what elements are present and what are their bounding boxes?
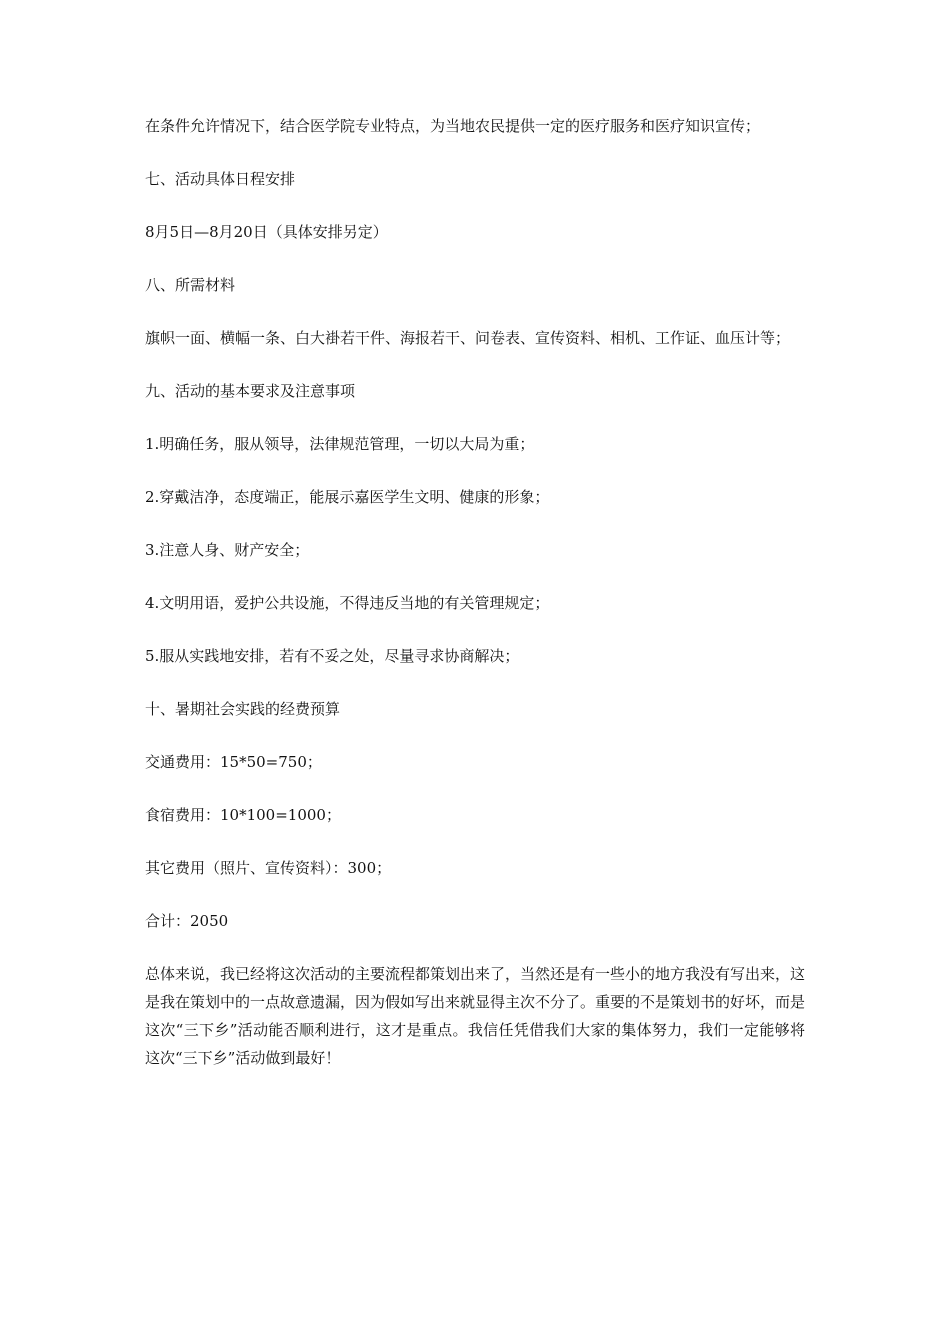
budget-lodging: 食宿费用：10*100=1000； (145, 806, 341, 824)
paragraph-medical-service: 在条件允许情况下，结合医学院专业特点，为当地农民提供一定的医疗服务和医疗知识宣传； (145, 117, 761, 135)
requirement-item-3: 3.注意人身、财产安全； (145, 541, 310, 559)
paragraph-conclusion: 总体来说，我已经将这次活动的主要流程都策划出来了，当然还是有一些小的地方我没有写出来，这是我在策划中的一点故意遗漏，因为假如写出来就显得主次不分了。重要的不是策划书的好坏，而是这次“三下乡”活动能否顺利进行，这才是重点。我信任凭借我们大家的集体努力，我们一定能够将这次“三下乡”活动做到最好！ (145, 965, 806, 1067)
budget-total: 合计：2050 (145, 912, 229, 930)
budget-other: 其它费用（照片、宣传资料）：300； (145, 859, 392, 877)
requirement-item-5: 5.服从实践地安排，若有不妥之处，尽量寻求协商解决； (145, 647, 520, 665)
requirement-item-2: 2.穿戴洁净，态度端正，能展示嘉医学生文明、健康的形象； (145, 488, 550, 506)
heading-schedule: 七、活动具体日程安排 (145, 170, 296, 188)
requirement-item-1: 1.明确任务，服从领导，法律规范管理，一切以大局为重； (145, 435, 535, 453)
requirement-item-4: 4.文明用语，爱护公共设施，不得违反当地的有关管理规定； (145, 594, 550, 612)
budget-transport: 交通费用：15*50=750； (145, 753, 322, 771)
heading-budget: 十、暑期社会实践的经费预算 (145, 700, 341, 718)
heading-materials: 八、所需材料 (145, 276, 236, 294)
paragraph-materials-list: 旗帜一面、横幅一条、白大褂若干件、海报若干、问卷表、宣传资料、相机、工作证、血压计等； (145, 329, 791, 347)
document-body (145, 112, 805, 1072)
paragraph-schedule-dates: 8月5日—8月20日（具体安排另定） (145, 223, 388, 241)
heading-requirements: 九、活动的基本要求及注意事项 (145, 382, 356, 400)
